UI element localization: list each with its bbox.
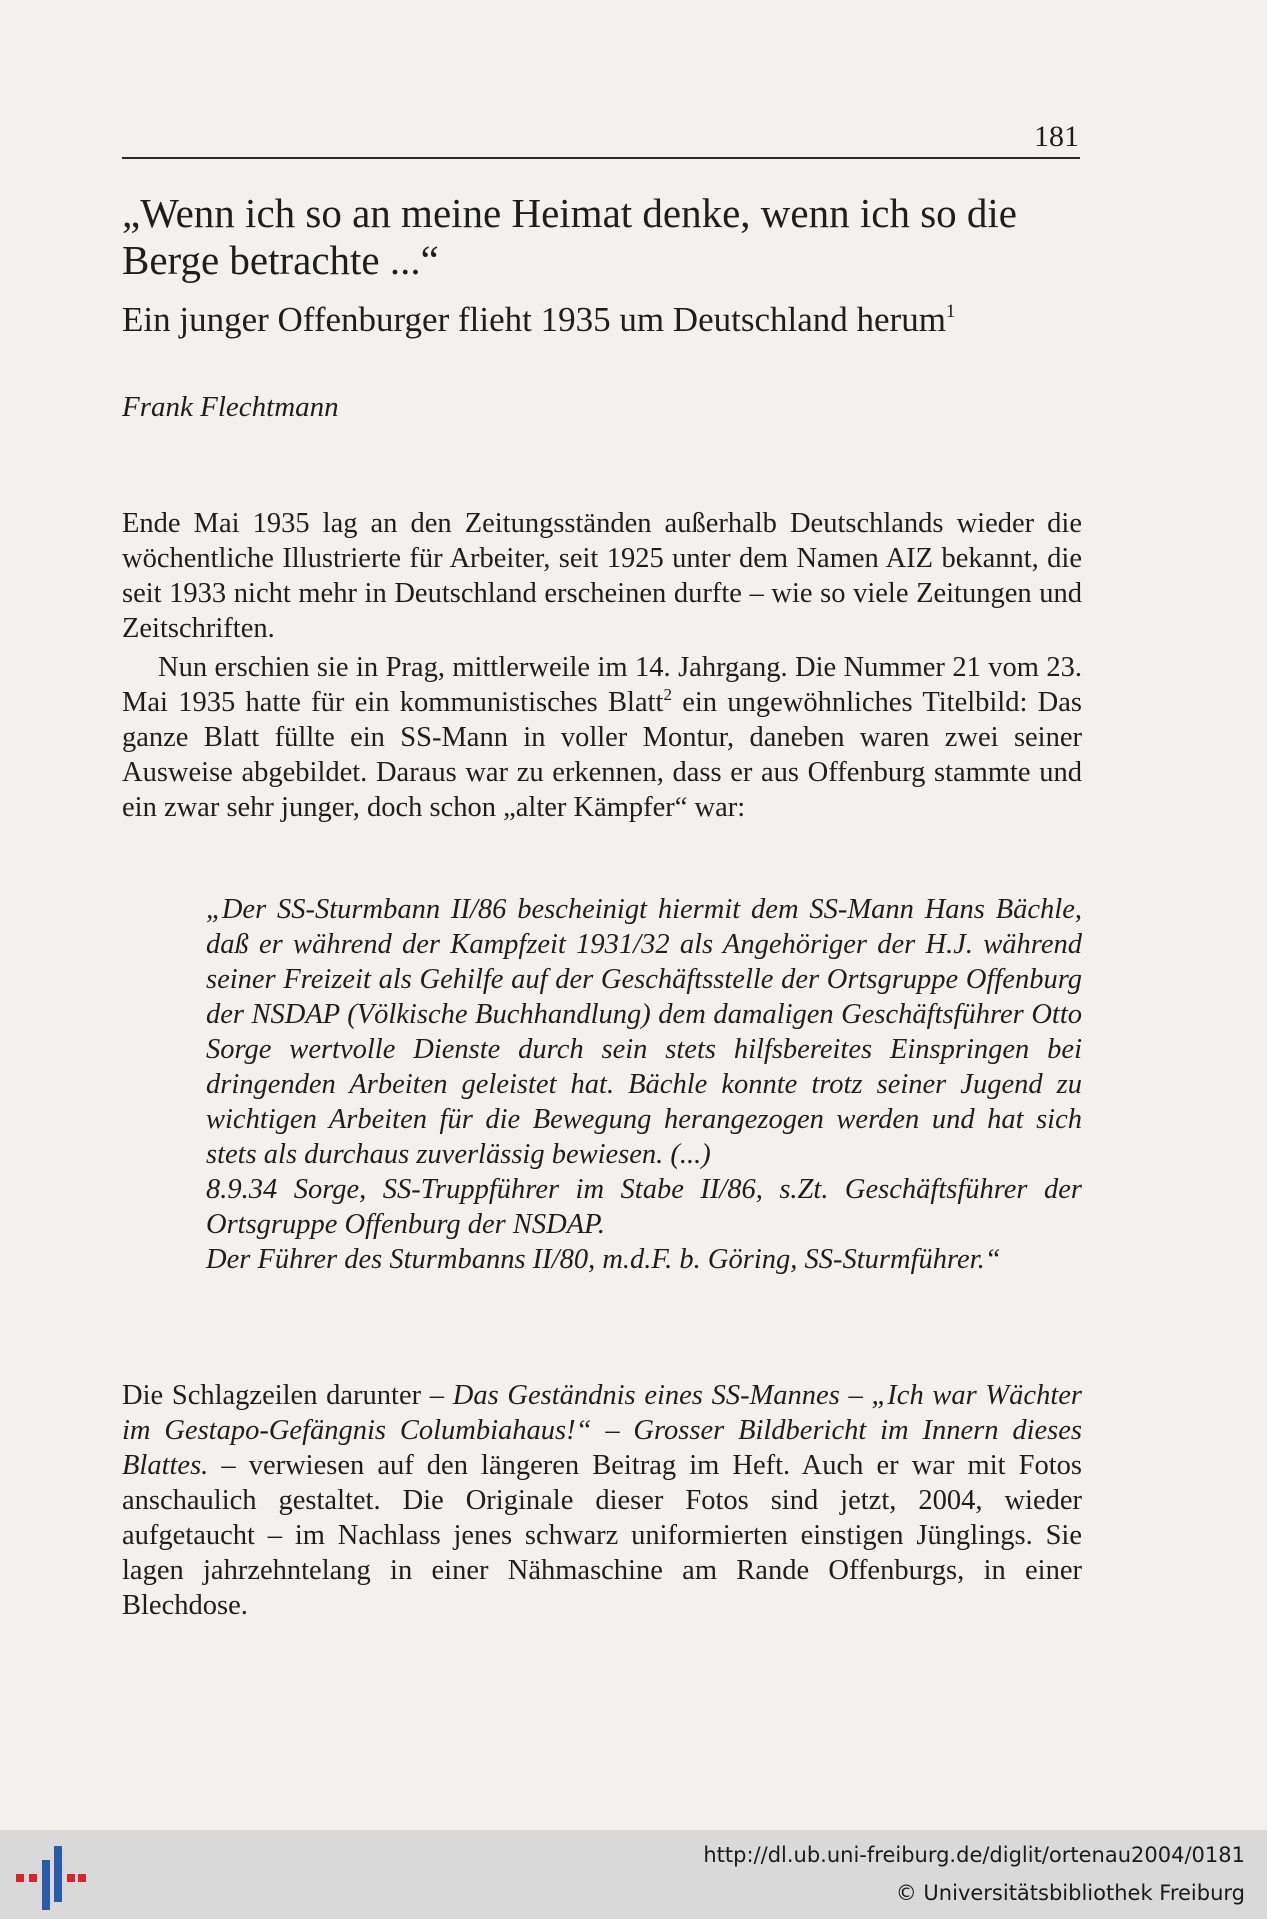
block-quote (206, 892, 1082, 1277)
paragraph-3-text-b: – verwiesen auf den längeren Beitrag im Heft. Auch er war mit Fotos anschaulich gestaltet. Die Originale dieser Fotos sind jetzt, 2004, wieder aufgetaucht – im Nachlass jenes schwarz uniformierten einstigen Jünglings. Sie lagen jahrzehntelang in einer Nähmaschine am Rande Offenburgs, in einer Blechdose. (122, 1450, 1082, 1621)
footnote-ref-1: 1 (945, 301, 956, 322)
footer-url[interactable]: http://dl.ub.uni-freiburg.de/diglit/ortenau2004/0181 (703, 1843, 1245, 1867)
paragraph-2-text-b: ein ungewöhnliches Titelbild: Das ganze Blatt füllte ein SS-Mann in voller Montur, daneben waren zwei seiner Ausweise abgebildet. Daraus war zu erkennen, dass er aus Offenburg stammte und ein zwar sehr junger, doch schon „alter Kämpfer“ war: (122, 687, 1083, 823)
subtitle-text: Ein junger Offenburger flieht 1935 um Deutschland herum (122, 300, 946, 339)
paragraph-3-text-a: Die Schlagzeilen darunter – (122, 1380, 453, 1411)
paragraph-1: Ende Mai 1935 lag an den Zeitungsständen außerhalb Deutschlands wieder die wöchentliche Illustrierte für Arbeiter, seit 1925 unter dem Namen AIZ bekannt, die seit 1933 nicht mehr in Deutschland erscheinen durfte – wie so viele Zeitungen und Zeitschriften. (122, 508, 1082, 644)
paragraph-3-headline: Das Geständnis eines SS-Mannes – „Ich war Wächter im Gestapo-Gefängnis Columbiahaus!“ – Grosser Bildbericht im Innern dieses Blattes. (122, 1380, 1082, 1481)
quote-line-2: 8.9.34 Sorge, SS-Truppführer im Stabe II/86, s.Zt. Geschäftsführer der Ortsgruppe Offenburg der NSDAP. (206, 1174, 1082, 1240)
article-title: „Wenn ich so an meine Heimat denke, wenn ich so die Berge betrachte ...“ (122, 190, 1017, 283)
page-number: 181 (1034, 120, 1079, 153)
ub-freiburg-logo-icon (16, 1840, 86, 1912)
header-rule (122, 157, 1080, 159)
paragraph-3 (122, 1378, 1082, 1623)
paragraph-2 (122, 650, 1082, 825)
article-subtitle (122, 299, 1082, 341)
author: Frank Flechtmann (122, 391, 339, 423)
quote-line-1: „Der SS-Sturmbann II/86 bescheinigt hiermit dem SS-Mann Hans Bächle, daß er während der Kampfzeit 1931/32 als Angehöriger der H.J. während seiner Freizeit als Gehilfe auf der Geschäftsstelle der Ortsgruppe Offenburg der NSDAP (Völkische Buchhandlung) dem damaligen Geschäftsführer Otto Sorge wertvolle Dienste durch sein stets hilfsbereites Einspringen bei dringenden Arbeiten geleistet hat. Bächle konnte trotz seiner Jugend zu wichtigen Arbeiten für die Bewegung herangezogen werden und hat sich stets als durchaus zuverlässig bewiesen. (...) (206, 894, 1082, 1170)
footnote-ref-2: 2 (663, 685, 672, 704)
footer-copyright: © Universitätsbibliothek Freiburg (895, 1881, 1245, 1905)
footer-bar (0, 1830, 1267, 1919)
quote-line-3: Der Führer des Sturmbanns II/80, m.d.F. b. Göring, SS-Sturmführer.“ (206, 1244, 1001, 1275)
paragraph-2-text-a: Nun erschien sie in Prag, mittlerweile im 14. Jahrgang. Die Nummer 21 vom 23. Mai 1935 hatte für ein kommunistisches Blatt (122, 652, 1082, 718)
